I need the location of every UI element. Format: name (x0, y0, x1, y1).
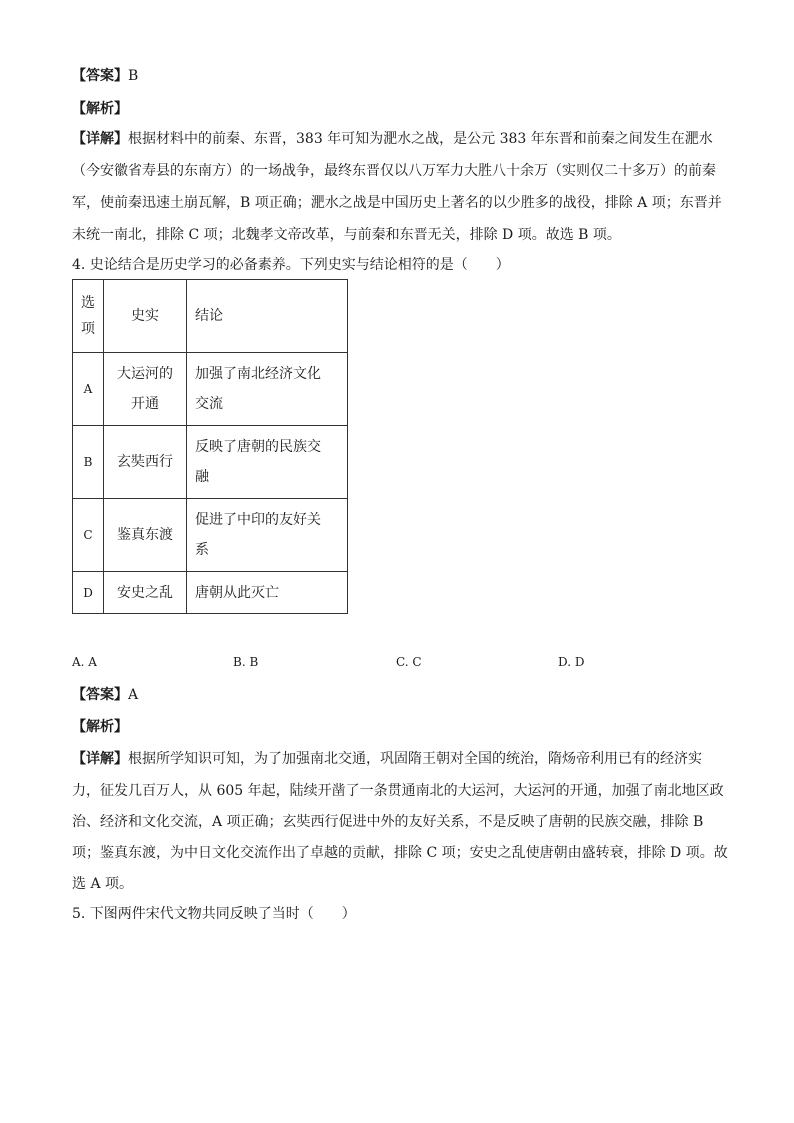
q3-detail-line-2: （今安徽省寿县的东南方）的一场战争，最终东晋仅以八万军力大胜八十余万（实则仅二十多万）的前秦 (72, 163, 716, 179)
q4-detail-line-2: 力，征发几百万人，从 605 年起，陆续开凿了一条贯通南北的大运河，大运河的开通，加强了南北地区政 (72, 783, 724, 799)
q4-answer-line (72, 685, 722, 705)
header-fact-cell: 史实 (104, 280, 187, 353)
table-header-row (73, 280, 348, 353)
answer-tag: 【答案】 (72, 687, 128, 703)
row-conclusion-cell: 反映了唐朝的民族交 融 (187, 426, 348, 499)
header-option-cell: 选 项 (73, 280, 104, 353)
choice-b: B. B (233, 655, 259, 669)
table-row (73, 572, 348, 614)
q3-detail-line-3: 军，使前秦迅速土崩瓦解，B 项正确；淝水之战是中国历史上著名的以少胜多的战役，排除 A 项；东晋并 (72, 195, 722, 211)
choice-c: C. C (396, 655, 422, 669)
row-option-cell: B (73, 426, 104, 499)
q3-detail-line-1: 【详解】根据材料中的前秦、东晋，383 年可知为淝水之战，是公元 383 年东晋和前秦之间发生在淝水 (72, 131, 713, 147)
table-row (73, 499, 348, 572)
choice-d: D. D (558, 655, 585, 669)
row-fact-cell: 大运河的 开通 (104, 353, 187, 426)
row-fact-cell: 安史之乱 (104, 572, 187, 614)
q3-analysis-tag: 【解析】 (72, 101, 128, 117)
q3-answer-line (72, 66, 722, 86)
row-conclusion-cell: 唐朝从此灭亡 (187, 572, 348, 614)
answer-tag: 【答案】 (72, 68, 128, 84)
q4-stem: 4. 史论结合是历史学习的必备素养。下列史实与结论相符的是（ ） (72, 257, 510, 273)
row-conclusion-cell: 加强了南北经济文化 交流 (187, 353, 348, 426)
q4-options-table (72, 279, 348, 614)
q4-choices (72, 655, 722, 675)
q4-detail-line-5: 选 A 项。 (72, 876, 134, 892)
header-conclusion-cell: 结论 (187, 280, 348, 353)
choice-a: A. A (72, 655, 97, 669)
q3-detail-line-4: 未统一南北，排除 C 项；北魏孝文帝改革，与前秦和东晋无关，排除 D 项。故选 B 项。 (72, 227, 621, 243)
table-row (73, 426, 348, 499)
q4-detail-line-3: 治、经济和文化交流，A 项正确；玄奘西行促进中外的友好关系，不是反映了唐朝的民族交融，排除 B (72, 814, 704, 830)
q5-stem: 5. 下图两件宋代文物共同反映了当时（ ） (72, 906, 356, 922)
q4-detail-line-1: 【详解】根据所学知识可知，为了加强南北交通，巩固隋王朝对全国的统治，隋炀帝利用已有的经济实 (72, 751, 702, 767)
answer-value: B (128, 68, 139, 84)
row-fact-cell: 鉴真东渡 (104, 499, 187, 572)
row-option-cell: D (73, 572, 104, 614)
row-option-cell: A (73, 353, 104, 426)
q4-analysis-tag: 【解析】 (72, 719, 128, 735)
q4-detail-line-4: 项；鉴真东渡，为中日文化交流作出了卓越的贡献，排除 C 项；安史之乱使唐朝由盛转衰，排除 D 项。故 (72, 845, 728, 861)
row-conclusion-cell: 促进了中印的友好关 系 (187, 499, 348, 572)
table-row (73, 353, 348, 426)
answer-value: A (128, 687, 139, 703)
row-option-cell: C (73, 499, 104, 572)
row-fact-cell: 玄奘西行 (104, 426, 187, 499)
